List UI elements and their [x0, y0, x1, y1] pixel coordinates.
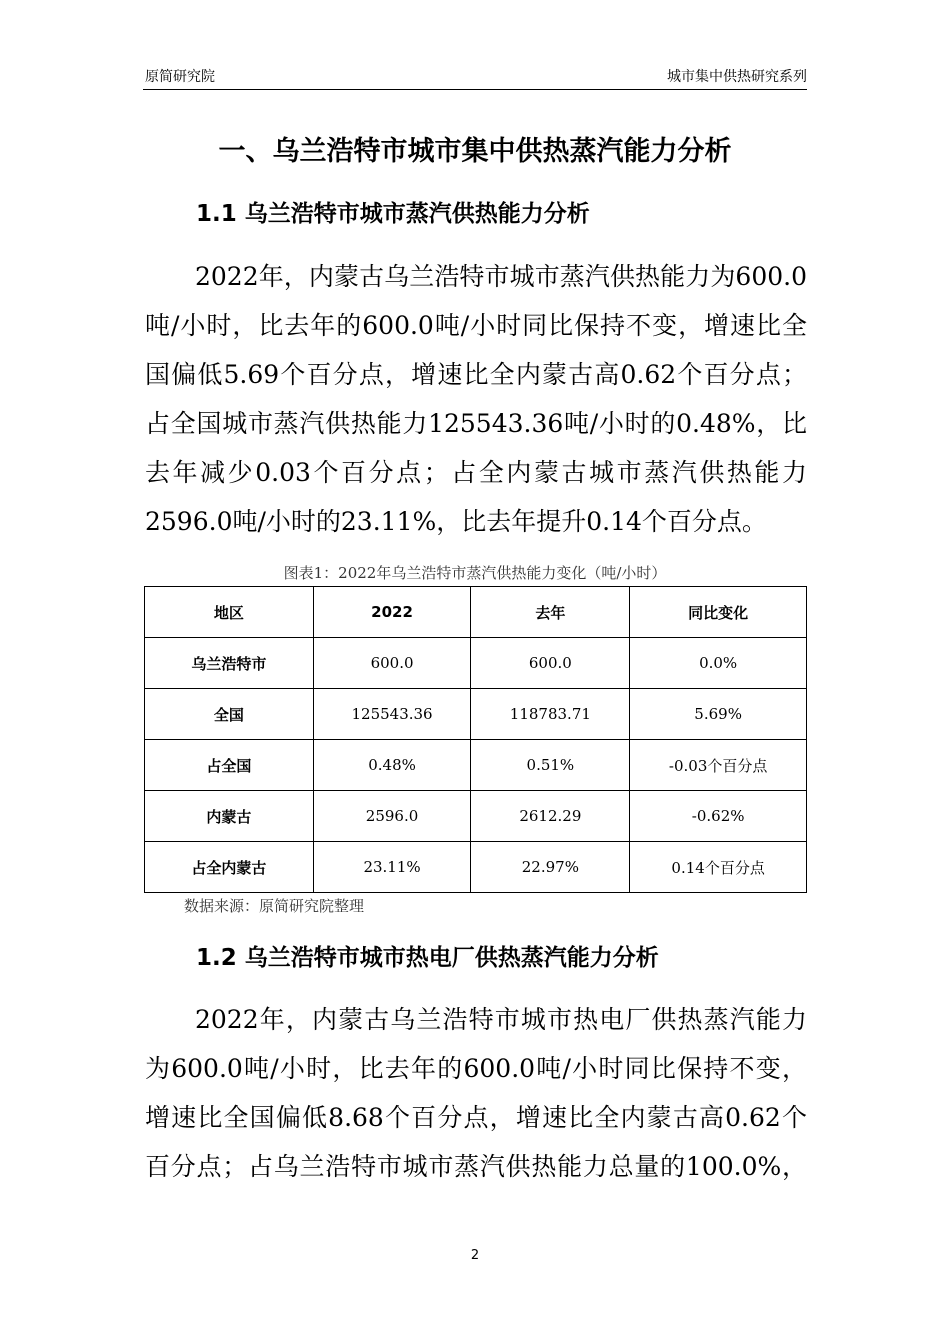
section-2-heading: 1.2 乌兰浩特市城市热电厂供热蒸汽能力分析: [196, 945, 659, 971]
table-cell: 2612.29: [471, 791, 630, 842]
table-cell: 125543.36: [313, 689, 471, 740]
data-source: 数据来源：原简研究院整理: [184, 897, 365, 915]
table-row: [145, 740, 807, 791]
row-label: 占全内蒙古: [145, 842, 314, 893]
paragraph-line: 为600.0吨/小时，比去年的600.0吨/小时同比保持不变，: [145, 1054, 807, 1083]
table-cell: -0.62%: [630, 791, 807, 842]
section-1-heading: 1.1 乌兰浩特市城市蒸汽供热能力分析: [196, 201, 590, 227]
paragraph-line: 2022年，内蒙古乌兰浩特市城市蒸汽供热能力为600.0: [195, 262, 807, 291]
column-header: 2022: [313, 587, 471, 638]
paragraph-line: 国偏低5.69个百分点，增速比全内蒙古高0.62个百分点；: [145, 360, 807, 389]
row-label: 乌兰浩特市: [145, 638, 314, 689]
row-label: 占全国: [145, 740, 314, 791]
table-cell: 0.14个百分点: [630, 842, 807, 893]
paragraph-line: 2022年，内蒙古乌兰浩特市城市热电厂供热蒸汽能力: [195, 1005, 807, 1034]
header-left: 原简研究院: [145, 69, 215, 85]
capacity-table: [144, 586, 807, 893]
paragraph-line: 增速比全国偏低8.68个百分点，增速比全内蒙古高0.62个: [145, 1103, 807, 1132]
table-cell: 22.97%: [471, 842, 630, 893]
table-cell: 118783.71: [471, 689, 630, 740]
paragraph-line: 去年减少0.03个百分点；占全内蒙古城市蒸汽供热能力: [145, 458, 807, 487]
table-cell: 600.0: [471, 638, 630, 689]
header-right: 城市集中供热研究系列: [667, 69, 807, 85]
table-cell: -0.03个百分点: [630, 740, 807, 791]
table-row: [145, 791, 807, 842]
paragraph-line: 占全国城市蒸汽供热能力125543.36吨/小时的0.48%，比: [145, 409, 807, 438]
header-divider: [143, 89, 807, 90]
column-header: 去年: [471, 587, 630, 638]
section-2-paragraph: [145, 995, 807, 1191]
table-header-row: [145, 587, 807, 638]
table-row: [145, 842, 807, 893]
table-cell: 5.69%: [630, 689, 807, 740]
row-label: 内蒙古: [145, 791, 314, 842]
table-cell: 0.51%: [471, 740, 630, 791]
table-caption: 图表1：2022年乌兰浩特市蒸汽供热能力变化（吨/小时）: [283, 564, 667, 582]
table-cell: 600.0: [313, 638, 471, 689]
chapter-title: 一、乌兰浩特市城市集中供热蒸汽能力分析: [218, 136, 732, 167]
table-row: [145, 689, 807, 740]
column-header: 同比变化: [630, 587, 807, 638]
column-header: 地区: [145, 587, 314, 638]
page-number: 2: [470, 1248, 480, 1263]
row-label: 全国: [145, 689, 314, 740]
table-cell: 23.11%: [313, 842, 471, 893]
paragraph-line: 百分点；占乌兰浩特市城市蒸汽供热能力总量的100.0%，: [145, 1152, 807, 1181]
table-cell: 2596.0: [313, 791, 471, 842]
section-1-paragraph: [145, 252, 807, 546]
paragraph-line: 2596.0吨/小时的23.11%，比去年提升0.14个百分点。: [145, 507, 767, 536]
paragraph-line: 吨/小时，比去年的600.0吨/小时同比保持不变，增速比全: [145, 311, 807, 340]
table-row: [145, 638, 807, 689]
table-cell: 0.48%: [313, 740, 471, 791]
table-cell: 0.0%: [630, 638, 807, 689]
